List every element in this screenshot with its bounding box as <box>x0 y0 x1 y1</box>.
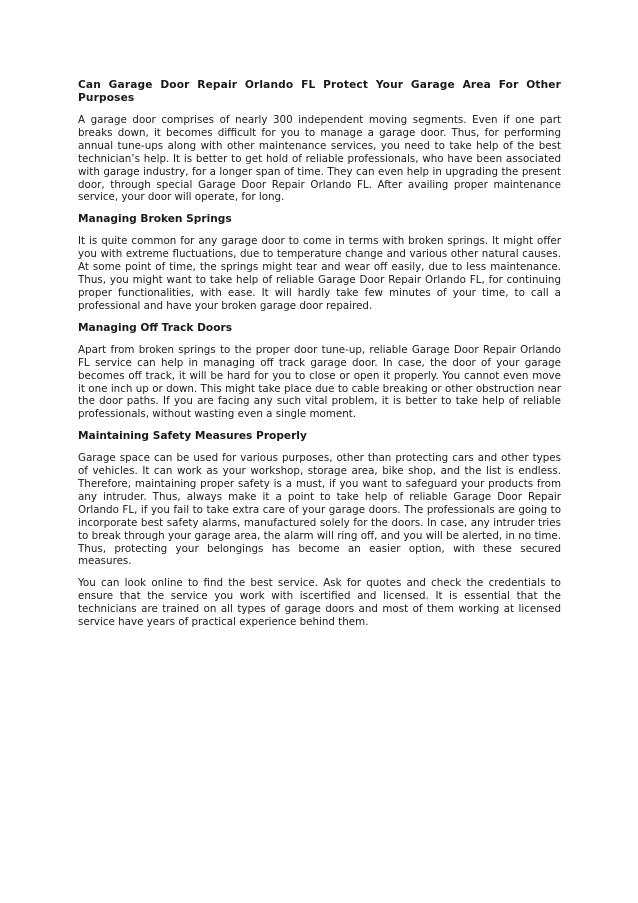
section-body-safety-measures: Garage space can be used for various purposes, other than protecting cars and other types of vehicles. It can work as your workshop, storage area, bike shop, and the list is endless. Therefore, maintaining proper safety is a must, if you want to safeguard your products from any intruder. Thus, always make it a point to take help of reliable Garage Door Repair Orlando FL, if you fail to take extra care of your garage doors. The professionals are going to incorporate best safety alarms, manufactured solely for the doors. In case, any intruder tries to break through your garage area, the alarm will ring off, and you will be alerted, in no time. Thus, protecting your belongings has become an easier option, with these secured measures. <box>78 452 561 568</box>
section-heading-safety-measures: Maintaining Safety Measures Properly <box>78 430 307 443</box>
document-page <box>78 79 561 638</box>
section-body-off-track-doors: Apart from broken springs to the proper door tune-up, reliable Garage Door Repair Orlando FL service can help in managing off track garage door. In case, the door of your garage becomes off track, it will be hard for you to close or open it properly. You cannot even move it one inch up or down. This might take place due to cable breaking or other obstruction near the door paths. If you are facing any such vital problem, it is better to take help of reliable professionals, without wasting even a single moment. <box>78 343 561 421</box>
intro-paragraph: A garage door comprises of nearly 300 independent moving segments. Even if one part breaks down, it becomes difficult for you to manage a garage door. Thus, for performing annual tune-ups along with other maintenance services, you need to take help of the best technician’s help. It is better to get hold of reliable professionals, who have been associated with garage industry, for a longer span of time. They can even help in upgrading the present door, through special Garage Door Repair Orlando FL. After availing proper maintenance service, your door will operate, for long. <box>78 114 561 204</box>
closing-paragraph: You can look online to find the best service. Ask for quotes and check the credentials to ensure that the service you work with iscertified and licensed. It is essential that the technicians are trained on all types of garage doors and most of them working at licensed service have years of practical experience behind them. <box>78 577 561 629</box>
document-title: Can Garage Door Repair Orlando FL Protect Your Garage Area For Other Purposes <box>78 79 561 104</box>
section-heading-off-track-doors: Managing Off Track Doors <box>78 321 233 334</box>
section-body-broken-springs: It is quite common for any garage door to come in terms with broken springs. It might offer you with extreme fluctuations, due to temperature change and various other natural causes. At some point of time, the springs might tear and wear off easily, due to less maintenance. Thus, you might want to take help of reliable Garage Door Repair Orlando FL, for continuing proper functionalities, with ease. It will hardly take few minutes of your time, to call a professional and have your broken garage door repaired. <box>78 235 561 312</box>
section-heading-broken-springs: Managing Broken Springs <box>78 213 232 226</box>
